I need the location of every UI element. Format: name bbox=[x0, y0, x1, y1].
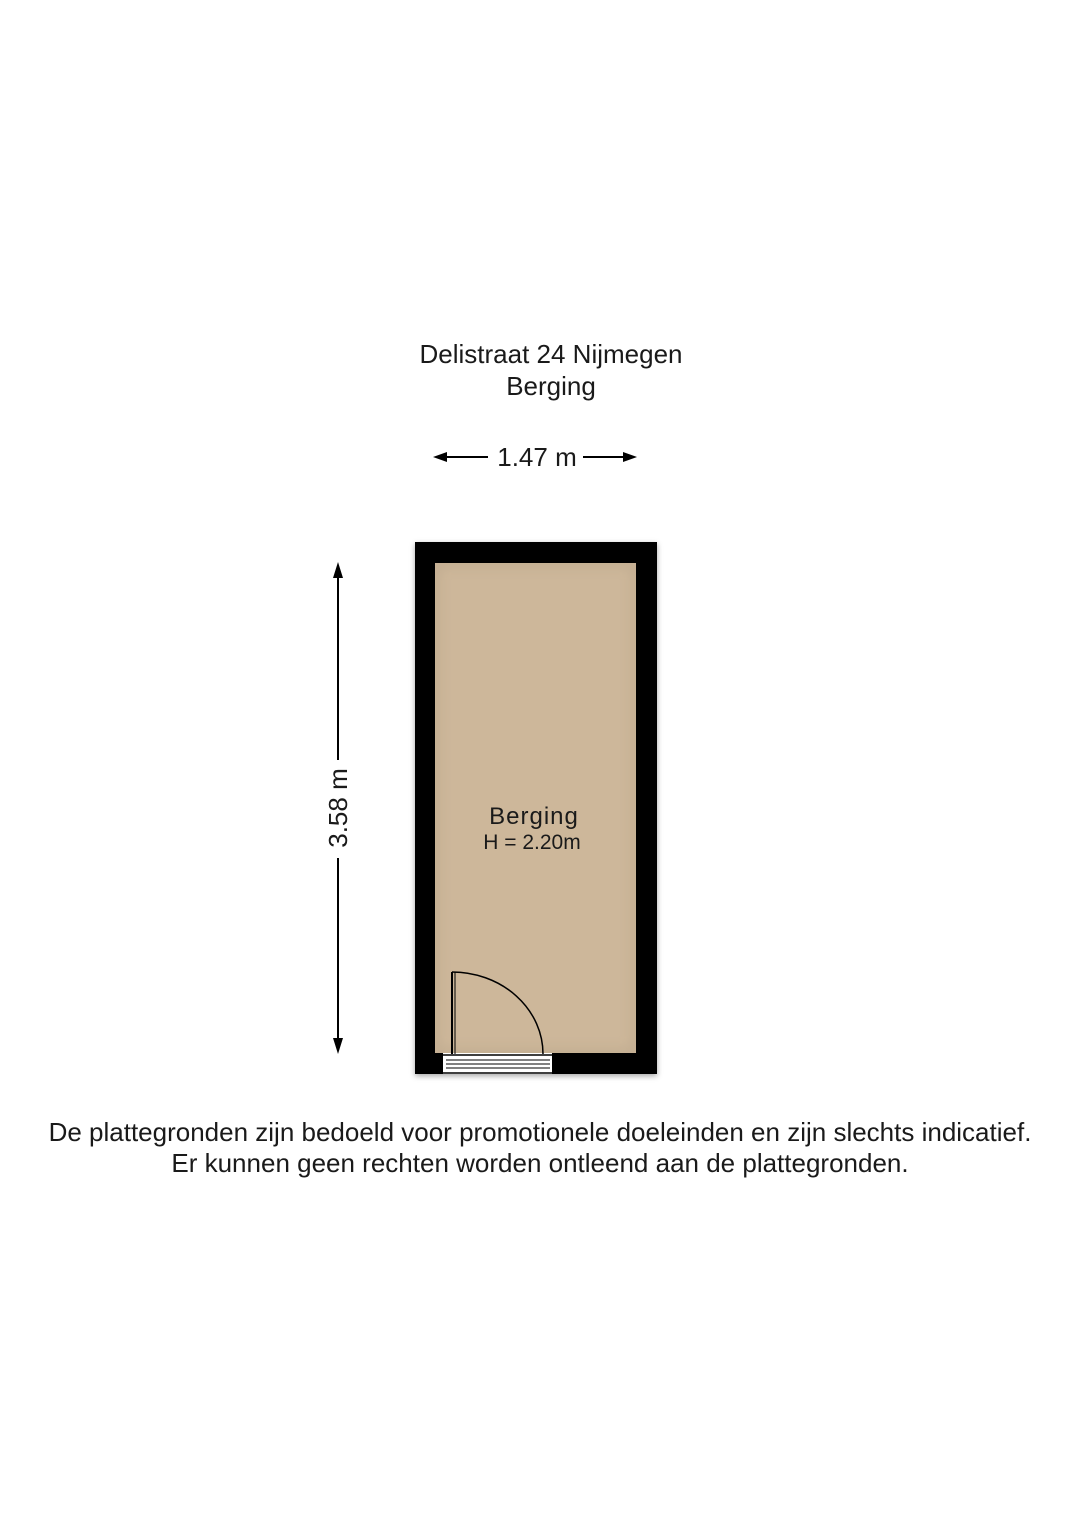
width-dimension bbox=[433, 442, 637, 472]
disclaimer bbox=[0, 1117, 1080, 1179]
arrowhead-left-icon bbox=[433, 452, 447, 462]
disclaimer-line-1: De plattegronden zijn bedoeld voor promotionele doeleinden en zijn slechts indicatief. bbox=[48, 1117, 1032, 1147]
door-opening bbox=[442, 1053, 553, 1074]
room-name-label: Berging bbox=[489, 803, 579, 830]
address-title: Delistraat 24 Nijmegen bbox=[419, 339, 683, 369]
length-dimension bbox=[323, 562, 353, 1054]
arrowhead-down-icon bbox=[333, 1038, 343, 1054]
arrowhead-right-icon bbox=[623, 452, 637, 462]
arrowhead-up-icon bbox=[333, 562, 343, 578]
length-dimension-label: 3.58 m bbox=[323, 768, 353, 848]
width-dimension-label: 1.47 m bbox=[497, 442, 577, 472]
floor-title: Berging bbox=[506, 371, 596, 401]
room-height-label: H = 2.20m bbox=[483, 831, 581, 854]
disclaimer-line-2: Er kunnen geen rechten worden ontleend aan de plattegronden. bbox=[171, 1148, 909, 1178]
